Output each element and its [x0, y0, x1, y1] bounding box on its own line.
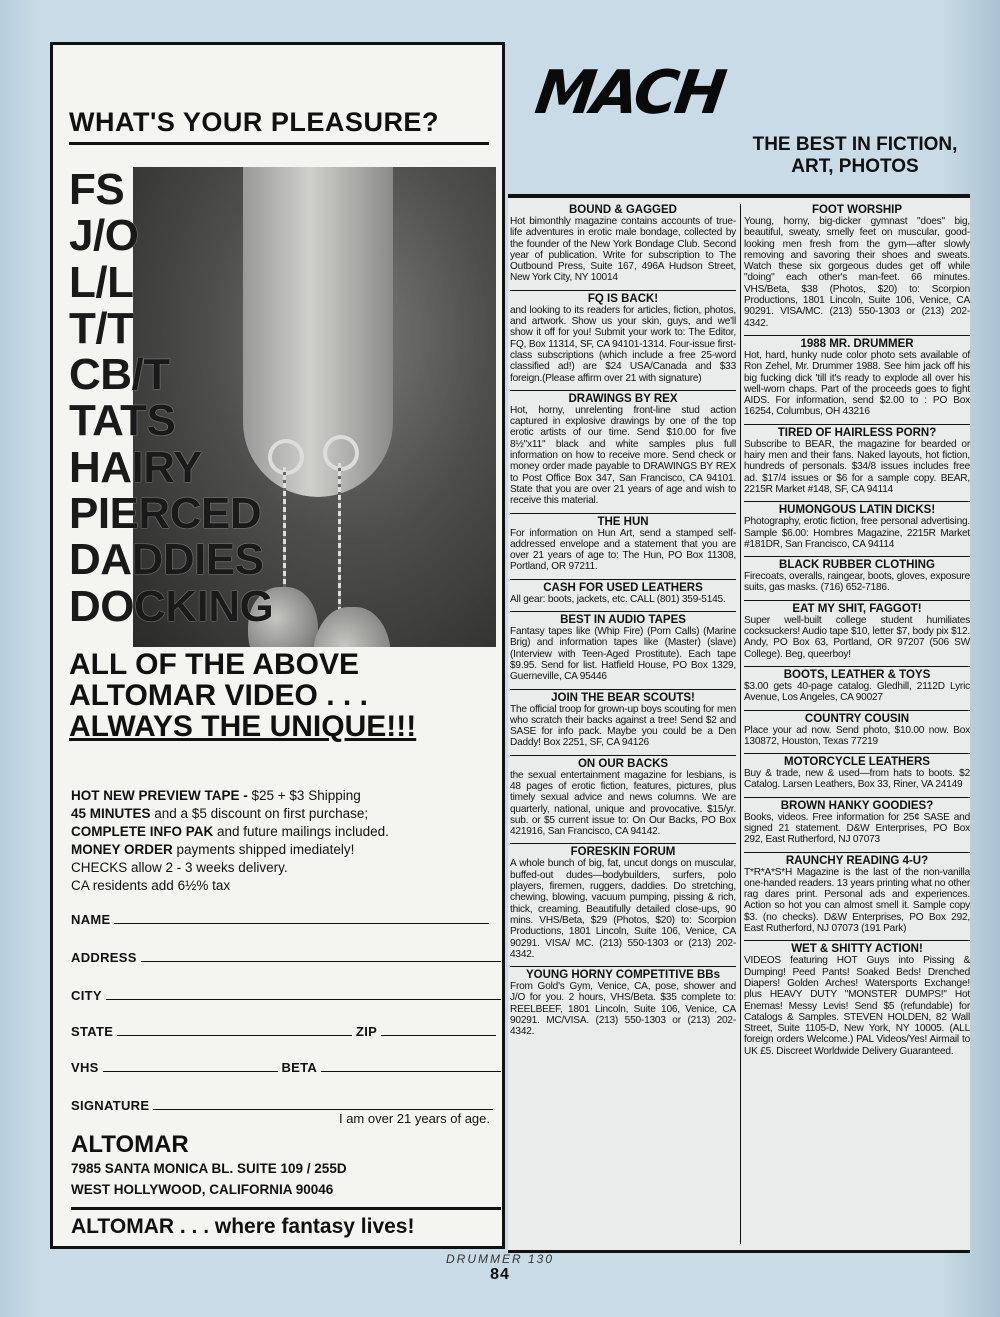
term-item: FS — [69, 165, 125, 214]
info-text: and future mailings included. — [213, 824, 389, 839]
info-text: COMPLETE INFO PAK — [71, 824, 214, 839]
listing-title: EAT MY SHIT, FAGGOT! — [792, 602, 922, 615]
listing-entry — [744, 797, 970, 846]
listing-title: YOUNG HORNY COMPETITIVE BBs — [525, 969, 721, 982]
listing-title: FORESKIN FORUM — [570, 846, 676, 859]
address-line: WEST HOLLYWOOD, CALIFORNIA 90046 — [71, 1182, 334, 1197]
listing-title: BOUND & GAGGED — [569, 204, 677, 216]
listing-entry — [510, 390, 736, 507]
slogan-line: ALL OF THE ABOVE — [69, 648, 360, 681]
field-label: ZIP — [356, 1024, 377, 1039]
listing-entry — [510, 290, 736, 384]
listing-body: Buy & trade, new & used—from hats to boots. $2 Catalog. Larsen Leathers, Box 33, Riner, VA 24149 — [744, 768, 970, 791]
term-item: CB/T — [69, 350, 170, 400]
listing-title: JOIN THE BEAR SCOUTS! — [551, 691, 695, 704]
listing-title: BOOTS, LEATHER & TOYS — [783, 668, 931, 681]
listing-title: BROWN HANKY GOODIES? — [780, 799, 934, 812]
info-text: and a $5 discount on first purchase; — [150, 806, 369, 821]
field-label: CITY — [71, 988, 102, 1003]
listing-entry — [744, 852, 970, 935]
listing-body: and looking to its readers for articles, fiction, photos, and artwork. Show us your skin, guys, and we'll show it off for you! Submit your work to: The Editor, FQ, Box 11314, SF, CA 94101-1314. Four-issue first-class subscriptions (which include a free 25-word classified ad!) are $24 USA/Canada and $33 foreign.(Please affirm over 21 with signature) — [510, 304, 736, 384]
info-text: CA residents add 6½% tax — [71, 878, 231, 893]
listing-body: The official troop for grown-up boys scouting for men who scratch their backs against a tree! Send $2 and SASE for info pack. Maybe you could be a Den Daddy! Box 2251, SF, CA 94126 — [510, 703, 736, 749]
listing-entry — [510, 843, 736, 960]
listing-body: Super well-built college student humiliates cocksuckers! Audio tape $10, letter $7, body pix $12. Andy, PO Box 63, Portland, OR 97207 (506 SW College). Beg, queerboy! — [744, 614, 970, 660]
listing-body: Young, horny, big-dicker gymnast "does" big, beautiful, sweaty, smelly feet on muscular, good-looking men fresh from the gym—after slowly removing and savoring their shoes and sweats. Watch these six gorgeous dudes get off while "doing" each other's man-feet. 66 minutes. VHS/Beta, $38 (Photos, $20) to: Scorpion Productions, 1801 Lincoln, Suite 106, Venice, CA 90291. VISA/MC. (213) 550-1303 or (213) 202-4342. — [744, 216, 970, 329]
format-field[interactable] — [71, 1059, 503, 1075]
listing-entry — [510, 966, 736, 1037]
listing-body: Hot bimonthly magazine contains accounts of true-life adventures in erotic male bondage, collected by the founder of the New York Bondage Club. Second year of publication. Write for subscription to The Outbound Press, Suite 167, 496A Hudson Street, New York City, NY 10014 — [510, 216, 736, 284]
listing-body: Firecoats, overalls, raingear, boots, gloves, exposure suits, gas masks. (716) 652-7186. — [744, 571, 970, 594]
listing-body: VIDEOS featuring HOT Guys into Pissing & Dumping! Peed Pants! Soaked Beds! Drenched Diapers! Golden Arches! Watersports Exchange! plus HEAVY DUTY "MONSTER DUMPS!" Hot Enemas! Messy Levis! Send $5 (refundable) for Catalogs & Samples. STEVEN HOLDEN, 82 Wall Street, Suite 1105-D, New York, NY 10005. (ALL foreign orders Welcome.) PAL Videos/Yes! Airmail to UK £5. Discreet Worldwide Delivery Guaranteed. — [744, 955, 970, 1057]
field-label: VHS — [71, 1060, 99, 1075]
listing-title: HUMONGOUS LATIN DICKS! — [778, 504, 936, 517]
listing-body: $3.00 gets 40-page catalog. Gledhill, 2112D Lyric Avenue, Los Angeles, CA 90027 — [744, 680, 970, 704]
listing-title: CASH FOR USED LEATHERS — [543, 581, 703, 594]
listing-body: Subscribe to BEAR, the magazine for bearded or hairy men and their fans. Naked layouts, hot fiction, hundreds of personals. $34/8 issues includes free ad. $17/4 issues or $6 for a sample copy. BEAR, 2215R Market #148, SF, CA 94114 — [744, 438, 970, 495]
listing-title: COUNTRY COUSIN — [804, 712, 910, 725]
listing-body: For information on Hun Art, send a stamped self-addressed envelope and a statement that you are over 21 years of age to: The Hun, PO Box 11308, Portland, OR 97211. — [510, 527, 736, 573]
term-item: DADDIES — [69, 535, 264, 585]
info-text: payments shipped imediately! — [172, 842, 355, 857]
listing-body: Books, videos. Free information for 25¢ SASE and signed 21 statement. D&W Enterprises, PO Box 292, East Rutherford, NJ 07073 — [744, 811, 970, 846]
company-name: ALTOMAR — [71, 1131, 189, 1158]
info-text: 45 MINUTES — [71, 806, 151, 821]
term-item: L/L — [69, 257, 134, 307]
ad-heading: WHAT'S YOUR PLEASURE? — [69, 107, 489, 145]
subtitle-line: THE BEST IN FICTION, — [752, 134, 958, 155]
term-item: T/T — [69, 303, 134, 353]
ad-slogan — [69, 649, 499, 742]
listing-body: Photography, erotic fiction, free personal advertising. Sample $6.00: Hombres Magazine, 2215R Market #181DR, San Francisco, CA 94114 — [744, 516, 970, 550]
field-label: STATE — [71, 1024, 114, 1039]
field-label: NAME — [71, 912, 111, 927]
listing-body: T*R*A*S*H Magazine is the last of the non-vanilla one-handed readers. 13 years printing what no other rag dares print. Personal ads and experiences. Action so hot you can almost smell it. Sample copy $3. (no checks). D&W Enterprises, PO Box 292, East Rutherford, NJ 07073 (191 Park) — [744, 866, 970, 935]
listing-title: MOTORCYCLE LEATHERS — [784, 756, 930, 769]
listing-body: Hot, hard, hunky nude color photo sets available of Ron Zehel, Mr. Drummer 1988. See him jack off his big fucking dick 'till it's ready to explode all over his well-worn chaps. Part of the proceeds goes to fight AIDS. For information, send $2.00 to : PO Box 16254, Columbus, OH 43216 — [744, 349, 970, 418]
listing-body: the sexual entertainment magazine for lesbians, is 48 pages of erotic fiction, features, pictures, plus timely sexual advice and news columns. We are quarterly, national, unique and provocative. $15/yr. sub. or $5 current issue to: On Our Backs, PO Box 421916, San Francisco, CA 94142. — [510, 769, 736, 838]
listing-title: TIRED OF HAIRLESS PORN? — [777, 426, 937, 439]
company-address — [71, 1158, 347, 1200]
listing-entry — [510, 755, 736, 838]
info-text: $25 + $3 Shipping — [251, 788, 361, 803]
listing-entry — [744, 424, 970, 495]
listing-body: From Gold's Gym, Venice, CA, pose, shower and J/O for you. 2 hours, VHS/Beta. $35 complete to: REELBEEF, 1801 Lincoln, Suite 106, Venice, CA 90291. MC/VISA. (213) 550-1303 or (213) 202-4342. — [510, 981, 736, 1038]
listing-entry — [744, 335, 970, 418]
state-zip-field[interactable] — [71, 1023, 503, 1039]
address-field[interactable] — [71, 949, 503, 965]
age-statement: I am over 21 years of age. — [338, 1111, 490, 1126]
listing-title: BEST IN AUDIO TAPES — [560, 614, 686, 627]
column-divider — [740, 204, 741, 1244]
listing-entry — [744, 501, 970, 550]
listing-title: FOOT WORSHIP — [811, 204, 903, 216]
ad-terms-list — [69, 167, 273, 630]
slogan-line: ALWAYS THE UNIQUE!!! — [69, 710, 417, 743]
listing-title: BLACK RUBBER CLOTHING — [779, 559, 935, 572]
listing-title: WET & SHITTY ACTION! — [791, 943, 923, 956]
listing-body: Place your ad now. Send photo, $10.00 now. Box 130872, Houston, Texas 77219 — [744, 724, 970, 747]
listing-title: FQ IS BACK! — [587, 292, 659, 305]
term-item: PIERCED — [69, 489, 262, 539]
term-item: HAIRY — [69, 442, 202, 492]
slogan-line: ALTOMAR VIDEO . . . — [69, 679, 368, 712]
listings-left-column — [510, 204, 736, 1044]
listing-entry — [744, 940, 970, 1057]
page-footer — [0, 1252, 1000, 1284]
term-item: TATS — [69, 396, 176, 446]
mach-logo: MACH — [531, 58, 728, 128]
page-number: 84 — [490, 1266, 510, 1283]
ad-tagline: ALTOMAR . . . where fantasy lives! — [71, 1207, 501, 1239]
listing-entry — [744, 556, 970, 594]
subtitle-line: ART, PHOTOS — [791, 156, 919, 177]
mach-subtitle — [735, 134, 975, 178]
listing-title: DRAWINGS BY REX — [568, 392, 678, 405]
classified-listings — [508, 194, 970, 1253]
listing-entry — [744, 710, 970, 748]
listing-title: 1988 MR. DRUMMER — [800, 337, 914, 350]
listing-entry — [510, 611, 736, 682]
field-label: ADDRESS — [71, 950, 137, 965]
listing-entry — [510, 579, 736, 605]
listing-entry — [744, 753, 970, 791]
listing-title: RAUNCHY READING 4-U? — [785, 854, 929, 867]
term-item: DOCKING — [69, 581, 274, 631]
listing-entry — [744, 600, 970, 660]
field-label: SIGNATURE — [71, 1098, 150, 1113]
listing-entry — [744, 666, 970, 704]
address-line: 7985 SANTA MONICA BL. SUITE 109 / 255D — [71, 1161, 347, 1176]
info-text: HOT NEW PREVIEW TAPE - — [71, 788, 252, 803]
listing-entry — [510, 513, 736, 573]
listing-body: A whole bunch of big, fat, uncut dongs on muscular, buffed-out dudes—bodybuilders, surfers, polo players, firemen, ruggers, daddies. Do stretching, chewing, blowing, vacuum pumping, pissing & rich, thick, creaming. Beautifully detailed close-ups, 90 mins. VHS/Beta, $29 (Photos, $20) to: Scorpion Productions, 1801 Lincoln, Suite 106, Venice, CA 90291. VISA/ MC. (213) 550-1303 or (213) 202-4342. — [510, 858, 736, 960]
info-text: MONEY ORDER — [71, 842, 173, 857]
city-field[interactable] — [71, 987, 503, 1003]
listing-title: THE HUN — [597, 515, 649, 528]
listing-entry — [744, 204, 970, 329]
term-item: J/O — [69, 211, 139, 261]
field-label: BETA — [281, 1060, 317, 1075]
listing-entry — [510, 204, 736, 284]
listing-title: ON OUR BACKS — [577, 757, 669, 770]
listing-body: All gear: boots, jackets, etc. CALL (801) 359-5145. — [510, 593, 726, 605]
listing-entry — [510, 689, 736, 749]
listing-body: Hot, horny, unrelenting front-line stud action captured in explosive drawings by one of the top erotic artists of our time. Send $10.00 for five 8½"x11" black and white samples plus full information on how to receive more. Send check or money order made payable to DRAWINGS BY REX to Post Office Box 347, San Francisco, CA 94101. State that you are over 21 years of age and wish to receive this material. — [510, 404, 736, 507]
ad-order-info — [71, 787, 496, 895]
magazine-issue: DRUMMER 130 — [445, 1252, 554, 1266]
info-text: CHECKS allow 2 - 3 weeks delivery. — [71, 860, 288, 875]
name-field[interactable] — [71, 911, 503, 927]
listing-body: Fantasy tapes like (Whip Fire) (Porn Calls) (Marine Brig) and information tapes like (Master) (slave) (Interview with Teen-Aged Prostitute). Each tape $9.95. Send for list. Hatfield House, PO Box 1329, Guerneville, CA 95446 — [510, 626, 736, 683]
listings-right-column — [744, 204, 970, 1063]
altomar-ad — [50, 42, 505, 1249]
